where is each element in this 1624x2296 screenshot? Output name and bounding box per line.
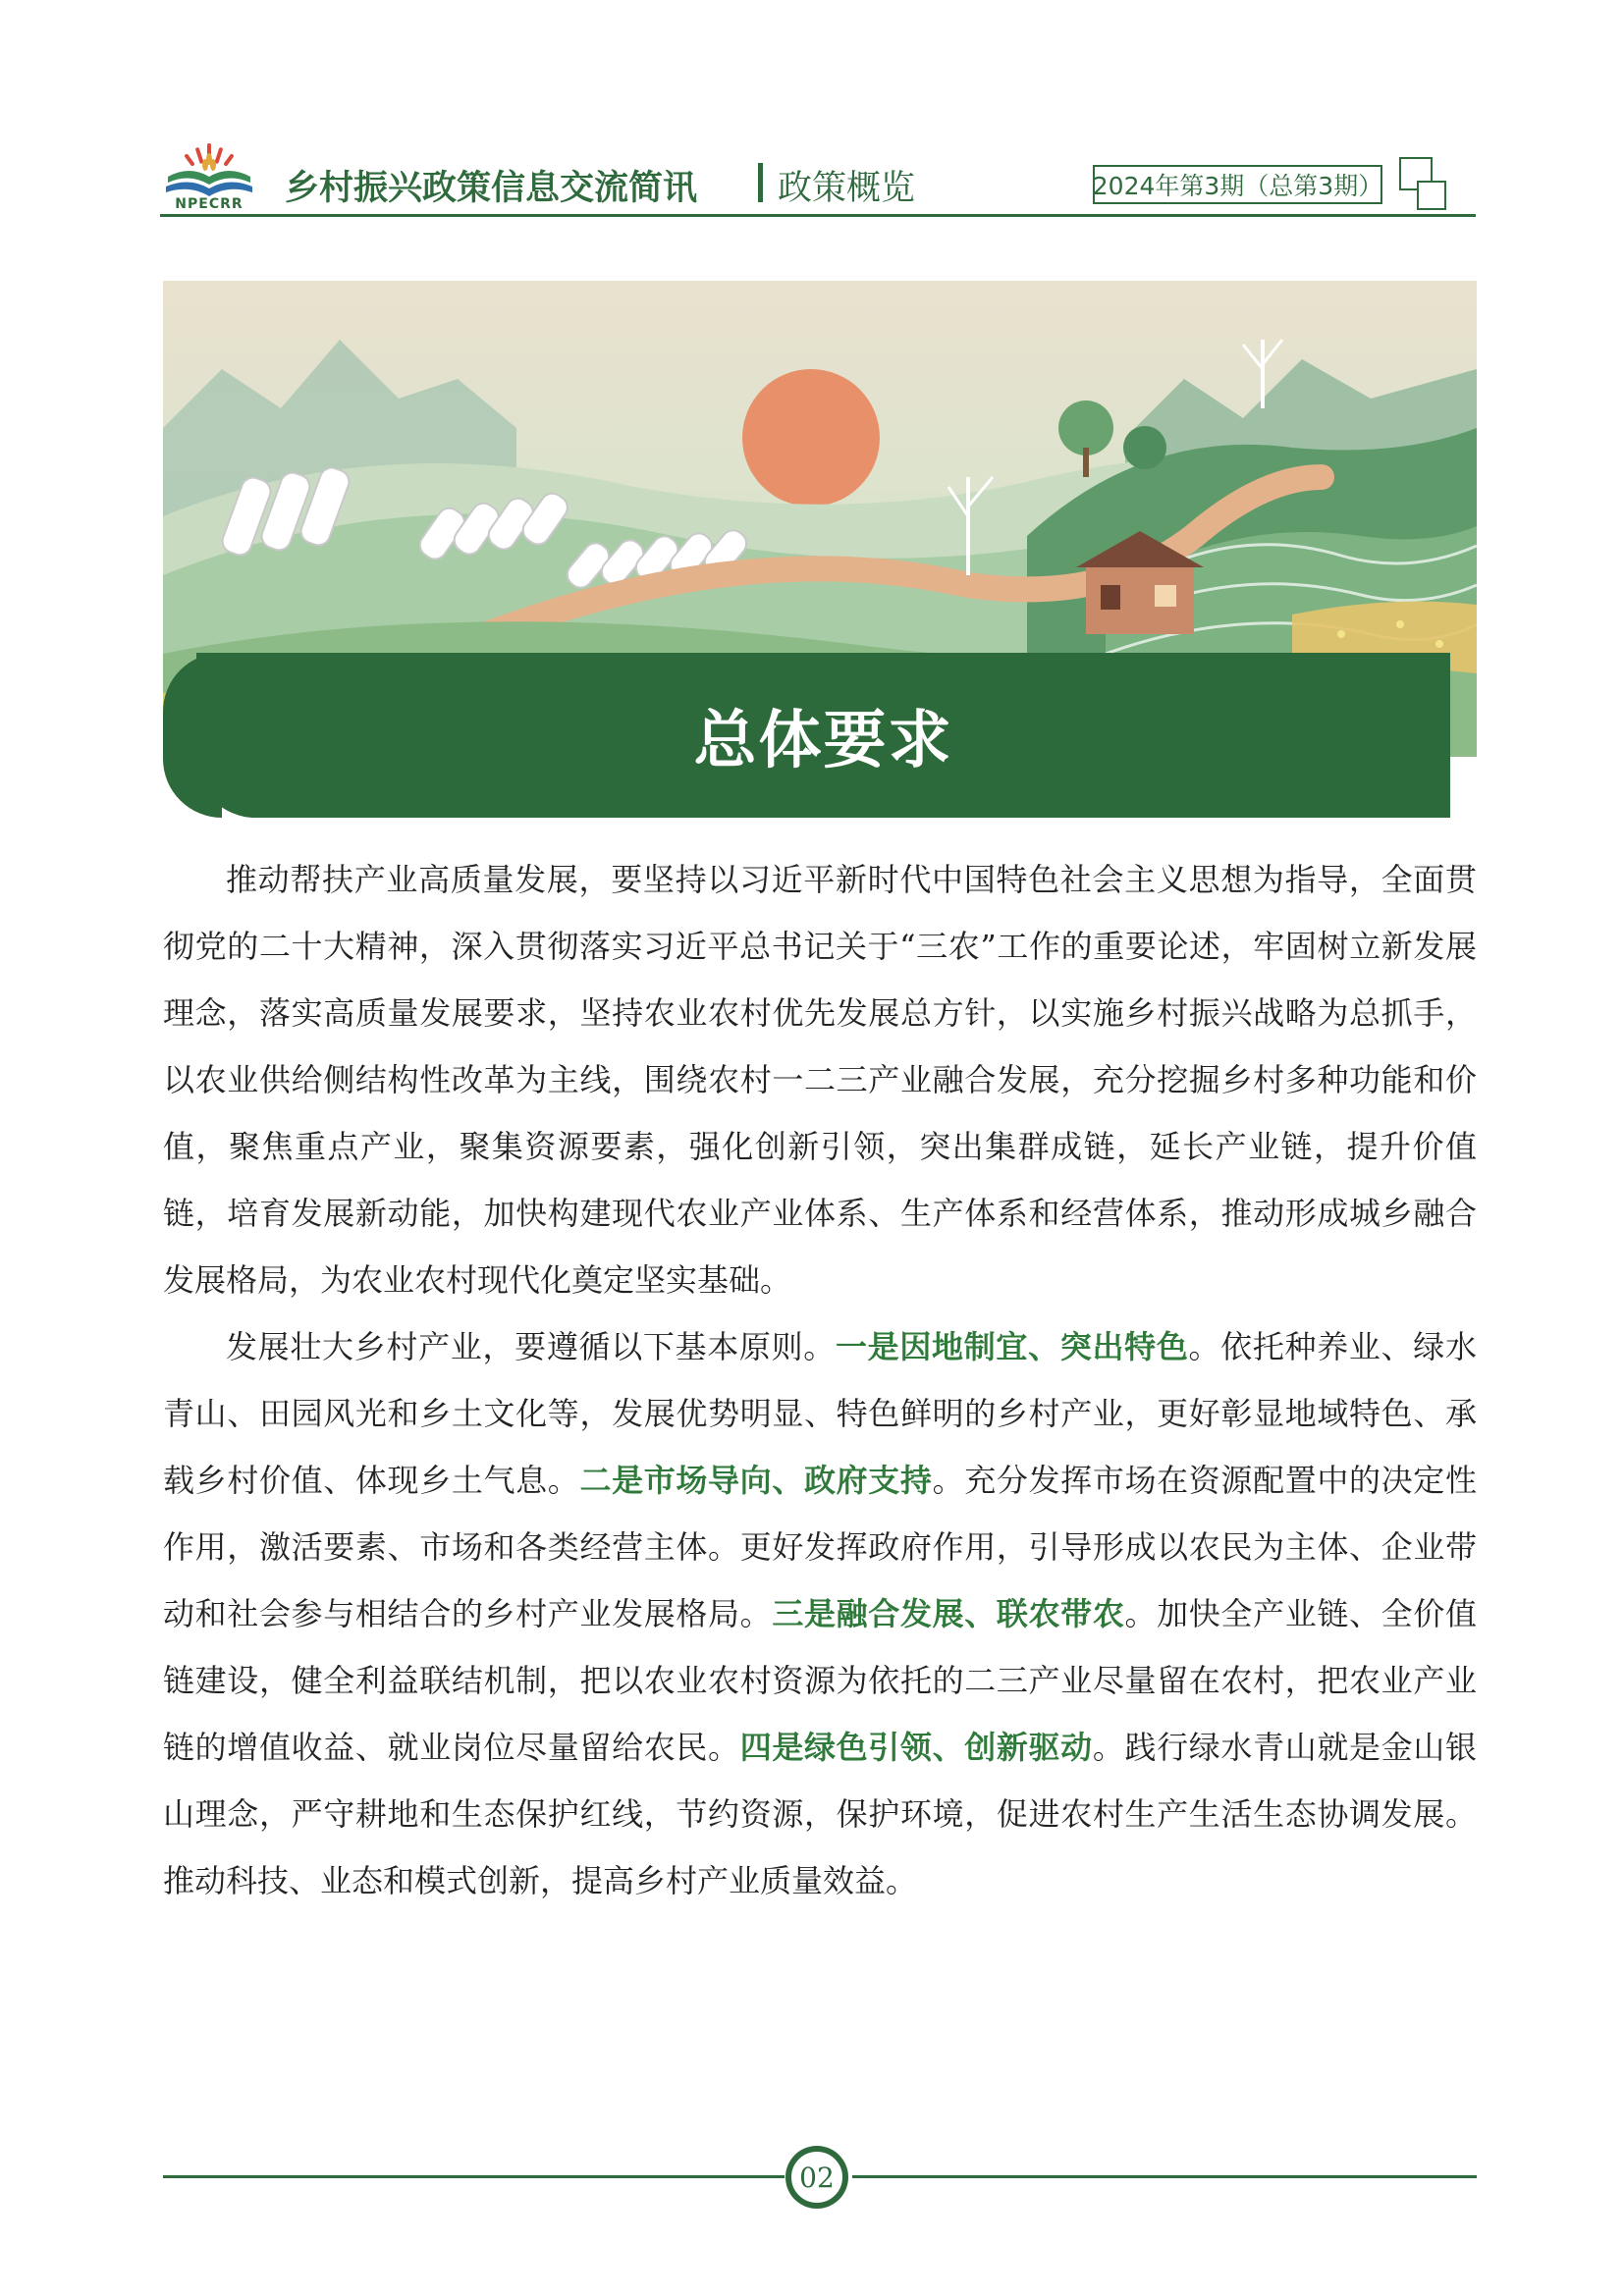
paragraph-text: 。加快全产业链、全价值链建设，健全利益联结机制，把以农业农村资源为依托的二三产业尽量留在农村，把农业产业链的增值收益、就业岗位尽量留给农民。 <box>163 1595 1477 1766</box>
article-body <box>163 846 1477 1914</box>
paragraph: 推动帮扶产业高质量发展，要坚持以习近平新时代中国特色社会主义思想为指导，全面贯彻党的二十大精神，深入贯彻落实习近平总书记关于“三农”工作的重要论述，牢固树立新发展理念，落实高质量发展要求，坚持农业农村优先发展总方针，以实施乡村振兴战略为总抓手，以农业供给侧结构性改革为主线，围绕农村一二三产业融合发展，充分挖掘乡村多种功能和价值，聚焦重点产业，聚集资源要素，强化创新引领，突出集群成链，延长产业链，提升价值链，培育发展新动能，加快构建现代农业产业体系、生产体系和经营体系，推动形成城乡融合发展格局，为农业农村现代化奠定坚实基础。 <box>163 861 1477 1299</box>
page-number-badge <box>785 2146 848 2209</box>
title-divider <box>758 163 763 202</box>
issue-label: 2024年第3期（总第3期） <box>1093 165 1382 204</box>
section-name: 政策概览 <box>778 169 916 208</box>
page-number: 02 <box>790 2151 843 2204</box>
footer-rule-left <box>163 2175 785 2178</box>
page-header <box>160 135 1478 224</box>
section-title: 总体要求 <box>693 704 953 777</box>
header-rule <box>160 214 1476 217</box>
paragraph-text: 发展壮大乡村产业，要遵循以下基本原则。 <box>226 1328 836 1365</box>
paragraph-text: 。依托种养业、绿水青山、田园风光和乡土文化等，发展优势明显、特色鲜明的乡村产业，更好彰显地域特色、承载乡村价值、体现乡土气息。 <box>163 1328 1477 1499</box>
decor-square <box>1417 181 1446 210</box>
paragraph-text: 。践行绿水青山就是金山银山理念，严守耕地和生态保护红线，节约资源，保护环境，促进农村生产生活生态协调发展。推动科技、业态和模式创新，提高乡村产业质量效益。 <box>163 1729 1477 1899</box>
principle-highlight: 二是市场导向、政府支持 <box>579 1462 933 1499</box>
principle-highlight: 一是因地制宜、突出特色 <box>835 1328 1189 1365</box>
paragraph-text: 。充分发挥市场在资源配置中的决定性作用，激活要素、市场和各类经营主体。更好发挥政府作用，引导形成以农民为主体、企业带动和社会参与相结合的乡村产业发展格局。 <box>163 1462 1477 1632</box>
principle-highlight: 四是绿色引领、创新驱动 <box>739 1729 1093 1766</box>
paragraph <box>163 1313 1477 1914</box>
footer-rule-right <box>852 2175 1477 2178</box>
publication-title: 乡村振兴政策信息交流简讯 <box>285 169 698 208</box>
principle-highlight: 三是融合发展、联农带农 <box>772 1595 1125 1632</box>
logo-text: NPECRR <box>175 196 244 212</box>
